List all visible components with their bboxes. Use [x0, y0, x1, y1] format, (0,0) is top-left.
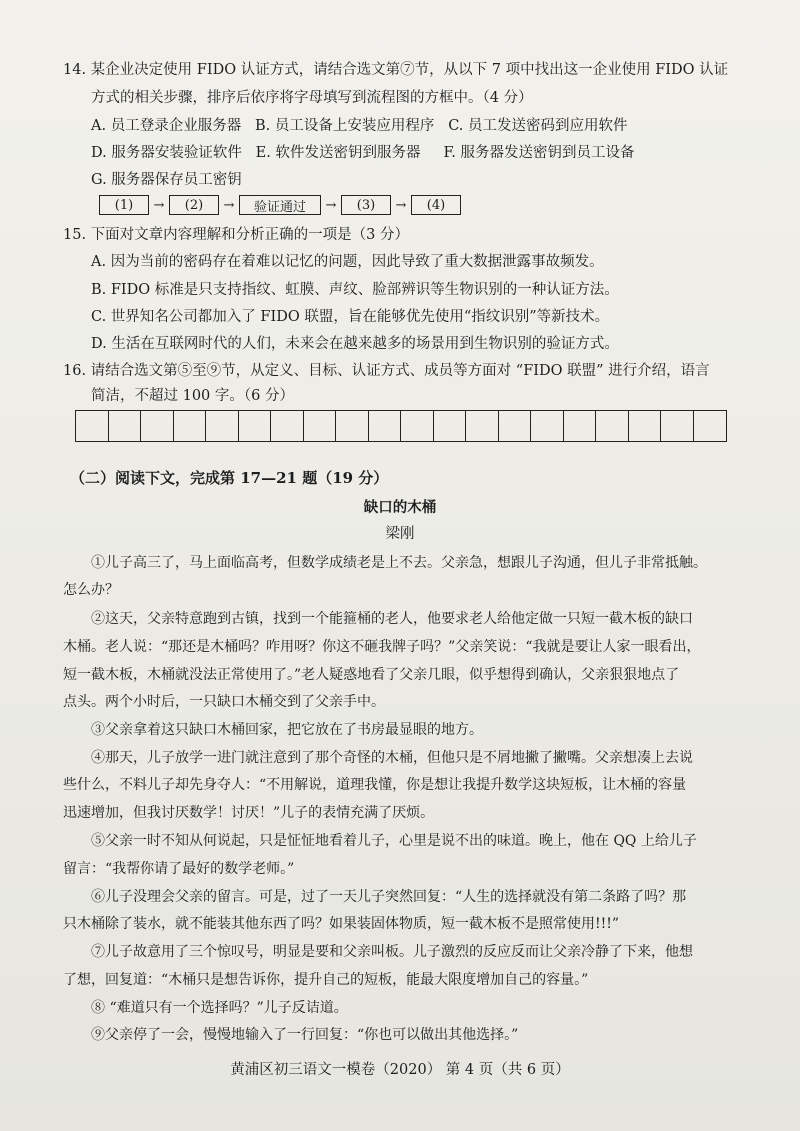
answer-cell[interactable]	[304, 411, 337, 441]
story-title: 缺口的木桶	[363, 499, 437, 516]
answer-cell[interactable]	[499, 411, 532, 441]
answer-cell[interactable]	[141, 411, 174, 441]
flow-box-2[interactable]: (2)	[169, 195, 219, 215]
answer-cell[interactable]	[466, 411, 499, 441]
arrow-icon: →	[395, 197, 407, 213]
answer-cell[interactable]	[661, 411, 694, 441]
story-line: ⑨父亲停了一会，慢慢地输入了一行回复：“你也可以做出其他选择。”	[91, 1027, 519, 1043]
section-2-heading: （二）阅读下文，完成第 17—21 题（19 分）	[70, 469, 389, 487]
answer-grid[interactable]	[75, 410, 727, 442]
page-footer: 黄浦区初三语文一模卷（2020） 第 4 页（共 6 页）	[230, 1062, 570, 1078]
story-line: ③父亲拿着这只缺口木桶回家，把它放在了书房最显眼的地方。	[91, 722, 483, 738]
story-line: 木桶。老人说：“那还是木桶吗？咋用呀？你这不砸我牌子吗？”父亲笑说：“我就是要让人家一眼看出，	[63, 639, 701, 655]
story-line: ④那天，儿子放学一进门就注意到了那个奇怪的木桶，但他只是不屑地撇了撇嘴。父亲想凑上去说	[91, 750, 693, 766]
story-line: 短一截木板，木桶就没法正常使用了。”老人疑惑地看了父亲几眼，似乎想得到确认，父亲狠狠地点了	[63, 667, 680, 683]
story-author: 梁刚	[385, 526, 415, 542]
answer-cell[interactable]	[596, 411, 629, 441]
arrow-icon: →	[153, 197, 165, 213]
story-line: 迅速增加，但我讨厌数学！讨厌！”儿子的表情充满了厌烦。	[63, 805, 435, 821]
story-line: 些什么，不料儿子却先身夺人：“不用解说，道理我懂，你是想让我提升数学这块短板，让木桶的容量	[63, 777, 687, 793]
q14-line1: 14. 某企业决定使用 FIDO 认证方式，请结合选文第⑦节，从以下 7 项中找出这一企业使用 FIDO 认证	[63, 62, 729, 78]
story-line: 点头。两个小时后，一只缺口木桶交到了父亲手中。	[63, 694, 385, 710]
q14-option-row: A. 员工登录企业服务器 B. 员工设备上安装应用程序 C. 员工发送密码到应用软件	[91, 118, 628, 134]
q15-line1: 15. 下面对文章内容理解和分析正确的一项是（3 分）	[63, 227, 410, 243]
story-line: 留言：“我帮你请了最好的数学老师。”	[63, 861, 295, 877]
story-line: 怎么办？	[63, 582, 119, 598]
q15-option: B. FIDO 标准是只支持指纹、虹膜、声纹、脸部辨识等生物识别的一种认证方法。	[91, 282, 619, 298]
answer-cell[interactable]	[629, 411, 662, 441]
story-line: ⑦儿子故意用了三个惊叹号，明显是要和父亲叫板。儿子激烈的反应反而让父亲冷静了下来，他想	[91, 944, 693, 960]
flow-box-1[interactable]: (1)	[99, 195, 149, 215]
q14-option-row: D. 服务器安装验证软件 E. 软件发送密钥到服务器 F. 服务器发送密钥到员工设备	[91, 145, 635, 161]
q14-line2: 方式的相关步骤，排序后依序将字母填写到流程图的方框中。（4 分）	[91, 90, 533, 106]
story-line: ⑥儿子没理会父亲的留言。可是，过了一天儿子突然回复：“人生的选择就没有第二条路了吗？那	[91, 889, 687, 905]
answer-cell[interactable]	[109, 411, 142, 441]
story-line: ⑤父亲一时不知从何说起，只是怔怔地看着儿子，心里是说不出的味道。晚上，他在 QQ 上给儿子	[91, 833, 697, 849]
q16-line1: 16. 请结合选文第⑤至⑨节，从定义、目标、认证方式、成员等方面对 “FIDO 联盟” 进行介绍，语言	[63, 363, 710, 379]
story-line: 只木桶除了装水，就不能装其他东西了吗？如果装固体物质，短一截木板不是照常使用!!!”	[63, 916, 620, 932]
answer-cell[interactable]	[239, 411, 272, 441]
answer-cell[interactable]	[531, 411, 564, 441]
q14-option-row: G. 服务器保存员工密钥	[91, 172, 242, 188]
answer-cell[interactable]	[271, 411, 304, 441]
answer-cell[interactable]	[434, 411, 467, 441]
answer-cell[interactable]	[369, 411, 402, 441]
answer-cell[interactable]	[694, 411, 727, 441]
q15-option: C. 世界知名公司都加入了 FIDO 联盟，旨在能够优先使用“指纹识别”等新技术。	[91, 309, 610, 325]
answer-cell[interactable]	[336, 411, 369, 441]
flow-box-verified: 验证通过	[239, 195, 321, 215]
flowchart	[99, 194, 461, 216]
story-line: ①儿子高三了，马上面临高考，但数学成绩老是上不去。父亲急，想跟儿子沟通，但儿子非常抵触。	[91, 555, 707, 571]
story-line: 了想，回复道：“木桶只是想告诉你，提升自己的短板，能最大限度增加自己的容量。”	[63, 972, 589, 988]
q16-line2: 简洁，不超过 100 字。（6 分）	[91, 388, 294, 404]
answer-cell[interactable]	[206, 411, 239, 441]
answer-cell[interactable]	[401, 411, 434, 441]
flow-box-3[interactable]: (3)	[341, 195, 391, 215]
arrow-icon: →	[223, 197, 235, 213]
answer-cell[interactable]	[174, 411, 207, 441]
story-line: ⑧ “难道只有一个选择吗？”儿子反诘道。	[91, 1000, 348, 1016]
q15-option: D. 生活在互联网时代的人们，未来会在越来越多的场景用到生物识别的验证方式。	[91, 336, 619, 352]
arrow-icon: →	[325, 197, 337, 213]
story-line: ②这天，父亲特意跑到古镇，找到一个能箍桶的老人，他要求老人给他定做一只短一截木板的缺口	[91, 611, 693, 627]
answer-cell[interactable]	[76, 411, 109, 441]
q15-option: A. 因为当前的密码存在着难以记忆的问题，因此导致了重大数据泄露事故频发。	[91, 254, 604, 270]
flow-box-4[interactable]: (4)	[411, 195, 461, 215]
answer-cell[interactable]	[564, 411, 597, 441]
